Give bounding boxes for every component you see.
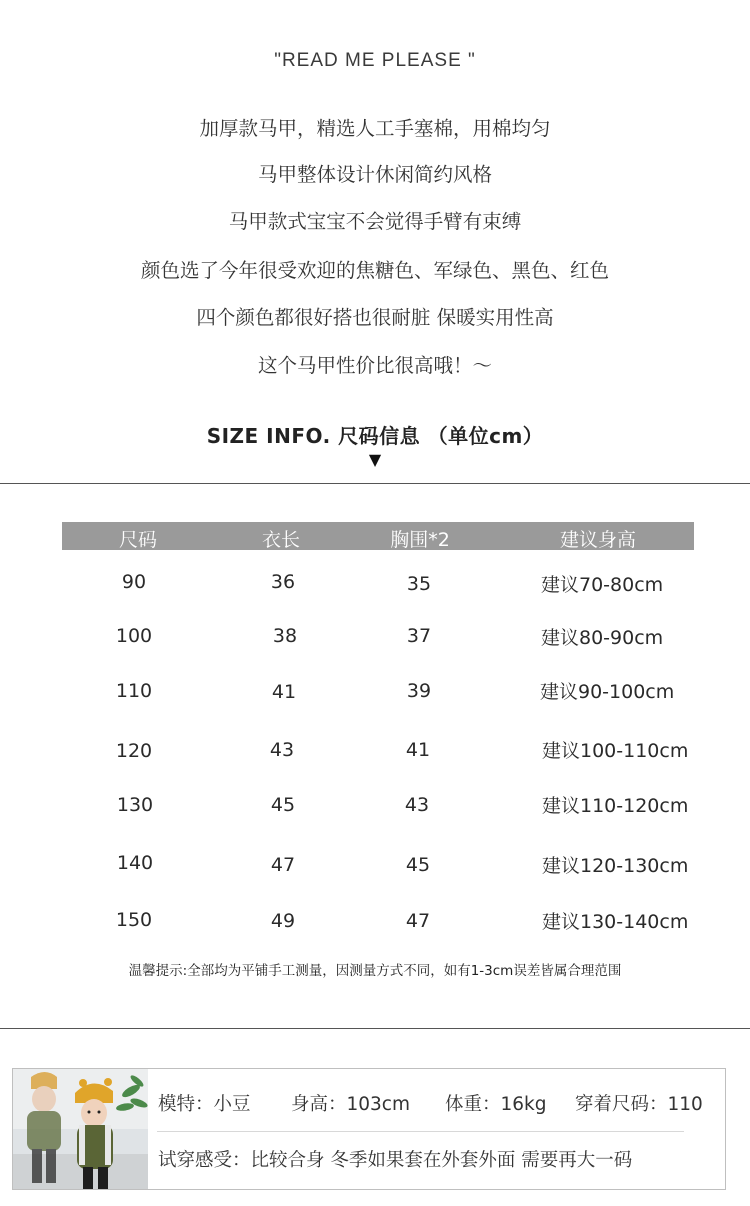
divider-top — [0, 483, 750, 484]
cell-size: 90 — [121, 571, 147, 593]
divider-bottom — [0, 1028, 750, 1029]
model-info-divider — [157, 1131, 684, 1132]
cell-height: 建议100-110cm — [542, 740, 689, 762]
cell-length: 38 — [272, 625, 298, 647]
cell-height: 建议110-120cm — [542, 795, 689, 817]
description-line-6: 这个马甲性价比很高哦！～ — [257, 354, 492, 377]
cell-size: 150 — [115, 909, 153, 931]
model-weight: 体重：16kg — [445, 1094, 547, 1115]
description-line-2: 马甲整体设计休闲简约风格 — [257, 163, 492, 186]
cell-height: 建议130-140cm — [542, 911, 689, 933]
cell-chest: 37 — [406, 625, 432, 647]
measurement-note: 温馨提示:全部均为平铺手工测量，因测量方式不同，如有1-3cm误差皆属合理范围 — [128, 963, 622, 979]
cell-chest: 45 — [405, 854, 431, 876]
description-line-5: 四个颜色都很好搭也很耐脏 保暖实用性高 — [196, 306, 554, 329]
cell-height: 建议80-90cm — [541, 627, 664, 649]
description-line-4: 颜色选了今年很受欢迎的焦糖色、军绿色、黑色、红色 — [140, 259, 609, 282]
model-name: 模特：小豆 — [158, 1094, 251, 1115]
cell-chest: 39 — [406, 680, 432, 702]
description-line-3: 马甲款式宝宝不会觉得手臂有束缚 — [228, 210, 522, 233]
read-me-title: "READ ME PLEASE " — [274, 50, 476, 71]
model-height: 身高：103cm — [291, 1094, 411, 1115]
cell-size: 130 — [116, 794, 154, 816]
header-height: 建议身高 — [559, 529, 637, 551]
header-chest: 胸围*2 — [390, 529, 450, 551]
cell-length: 47 — [270, 854, 296, 876]
cell-height: 建议90-100cm — [540, 681, 675, 703]
cell-chest: 43 — [404, 794, 430, 816]
cell-chest: 47 — [405, 910, 431, 932]
cell-length: 45 — [270, 794, 296, 816]
header-size: 尺码 — [118, 529, 158, 551]
cell-height: 建议120-130cm — [542, 855, 689, 877]
cell-size: 140 — [116, 852, 154, 874]
cell-length: 41 — [271, 681, 297, 703]
cell-chest: 35 — [406, 573, 432, 595]
description-line-1: 加厚款马甲，精选人工手塞棉，用棉均匀 — [199, 117, 551, 140]
cell-size: 120 — [115, 740, 153, 762]
size-info-title: SIZE INFO. 尺码信息 （单位cm） — [206, 424, 544, 448]
cell-size: 110 — [115, 680, 153, 702]
model-size-worn: 穿着尺码：110 — [575, 1094, 703, 1115]
cell-chest: 41 — [405, 739, 431, 761]
size-table-header — [62, 522, 694, 550]
cell-length: 49 — [270, 910, 296, 932]
cell-size: 100 — [115, 625, 153, 647]
fit-feedback: 试穿感受：比较合身 冬季如果套在外套外面 需要再大一码 — [158, 1150, 633, 1171]
down-arrow-icon: ▼ — [368, 450, 382, 469]
cell-length: 36 — [270, 571, 296, 593]
header-length: 衣长 — [261, 529, 301, 551]
model-photo — [13, 1069, 148, 1189]
cell-length: 43 — [269, 739, 295, 761]
cell-height: 建议70-80cm — [541, 574, 664, 596]
